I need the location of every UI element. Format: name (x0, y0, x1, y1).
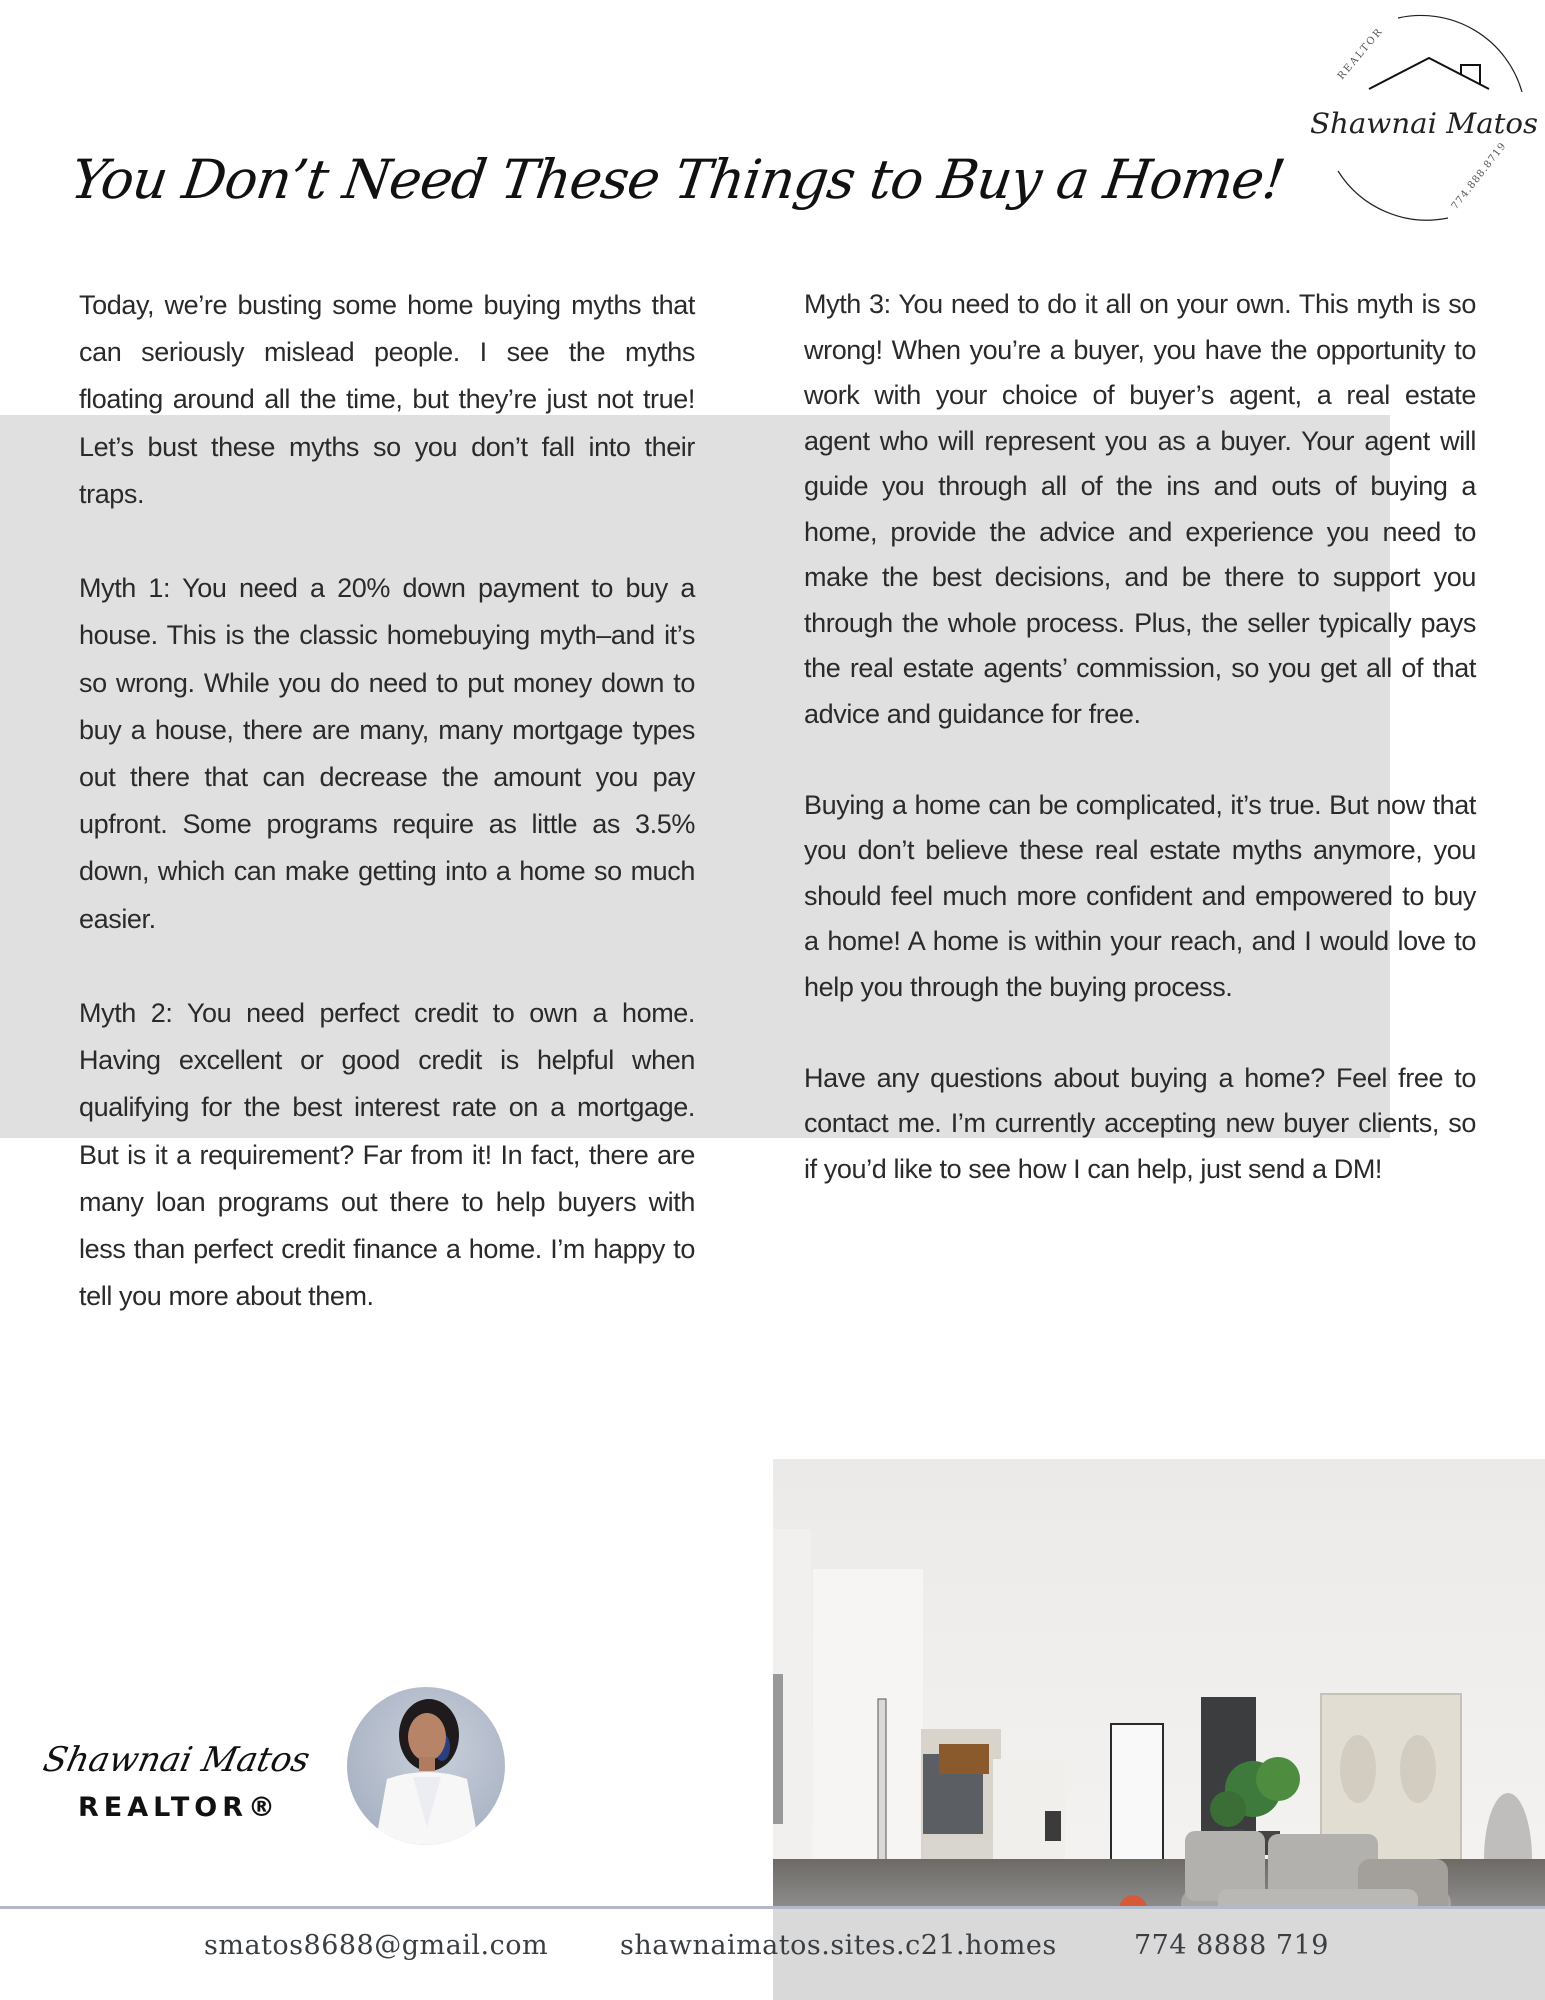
contact-paragraph: Have any questions about buying a home? Feel free to contact me. I’m currently accepting new buyer clients, so if you’d like to see how I can help, just send a DM! (804, 1062, 1476, 1184)
myth-2-paragraph: Myth 2: You need perfect credit to own a home. Having excellent or good credit is helpful when qualifying for the best interest rate on a mortgage. But is it a requirement? Far from it! In fact, there are many loan programs out there to help buyers with less than perfect credit finance a home. I’m happy to tell you more about them. (79, 998, 695, 1312)
logo-emblem (1300, 0, 1545, 240)
signature-name: Shawnai Matos (39, 1740, 314, 1780)
logo-phone: 774.888.8719 (1449, 140, 1509, 212)
portrait-illustration (347, 1687, 505, 1845)
house-roof-icon (1369, 58, 1489, 89)
logo-name: Shawnai Matos (1310, 107, 1538, 140)
agent-portrait (347, 1687, 505, 1845)
intro-paragraph: Today, we’re busting some home buying myths that can seriously mislead people. I see the myths floating around all the time, but they’re just not true! Let’s bust these myths so you don’t fall into their traps. (79, 290, 695, 509)
conclusion-paragraph: Buying a home can be complicated, it’s true. But now that you don’t believe these real estate myths anymore, you should feel much more confident and empowered to buy a home! A home is within your reach, and I would love to help you through the buying process. (804, 789, 1476, 1002)
page-title: You Don’t Need These Things to Buy a Home! (67, 148, 1289, 211)
footer-contact (0, 1930, 1545, 1980)
realtor-logo (1300, 0, 1545, 240)
footer-phone[interactable]: 774 8888 719 (1134, 1930, 1329, 1961)
living-room-illustration (773, 1459, 1545, 1907)
left-column (79, 282, 695, 1368)
logo-top-text: REALTOR (1335, 25, 1386, 82)
right-column (804, 282, 1476, 1238)
myth-1-paragraph: Myth 1: You need a 20% down payment to buy a house. This is the classic homebuying myth–and it’s so wrong. While you do need to put money down to buy a house, there are many, many mortgage types out there that can decrease the amount you pay upfront. Some programs require as little as 3.5% down, which can make getting into a home so much easier. (79, 573, 695, 934)
myth-3-paragraph: Myth 3: You need to do it all on your own. This myth is so wrong! When you’re a buyer, you have the opportunity to work with your choice of buyer’s agent, a real estate agent who will represent you as a buyer. Your agent will guide you through all of the ins and outs of buying a home, provide the advice and experience you need to make the best decisions, and be there to support you through the whole process. Plus, the seller typically pays the real estate agents’ commission, so you get all of that advice and guidance for free. (804, 289, 1476, 729)
footer-email[interactable]: smatos8688@gmail.com (204, 1930, 549, 1961)
signature-role: REALTOR® (78, 1792, 281, 1823)
living-room-photo (773, 1459, 1545, 1907)
footer-divider (0, 1906, 1545, 1909)
footer-website[interactable]: shawnaimatos.sites.c21.homes (620, 1930, 1057, 1961)
